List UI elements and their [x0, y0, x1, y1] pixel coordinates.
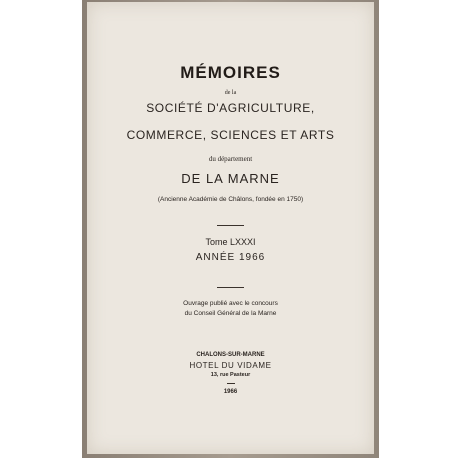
publisher-street: 13, rue Pasteur: [210, 372, 251, 378]
cover-academy: (Ancienne Académie de Châlons, fondée en 1750): [157, 196, 304, 203]
cover-ouvrage-line2: du Conseil Général de la Marne: [184, 310, 277, 317]
publication-year: 1966: [223, 389, 238, 395]
divider-dash: [227, 383, 235, 384]
divider-rule-bottom: [217, 287, 244, 288]
cover-title: MÉMOIRES: [180, 63, 281, 82]
cover-tome: Tome LXXXI: [205, 237, 256, 247]
cover-annee: ANNÉE 1966: [195, 252, 266, 263]
divider-rule-top: [217, 225, 244, 226]
book-cover: [87, 2, 374, 454]
cover-du-departement: du département: [208, 155, 253, 163]
cover-society: SOCIÉTÉ D'AGRICULTURE,: [146, 101, 315, 115]
cover-marne: DE LA MARNE: [181, 171, 280, 186]
cover-commerce: COMMERCE, SCIENCES ET ARTS: [126, 128, 335, 142]
cover-de-la: de la: [224, 90, 237, 96]
cover-ouvrage-line1: Ouvrage publié avec le concours: [183, 300, 278, 307]
publisher-city: CHALONS-SUR-MARNE: [196, 352, 265, 358]
publisher-name: HOTEL DU VIDAME: [189, 361, 272, 370]
